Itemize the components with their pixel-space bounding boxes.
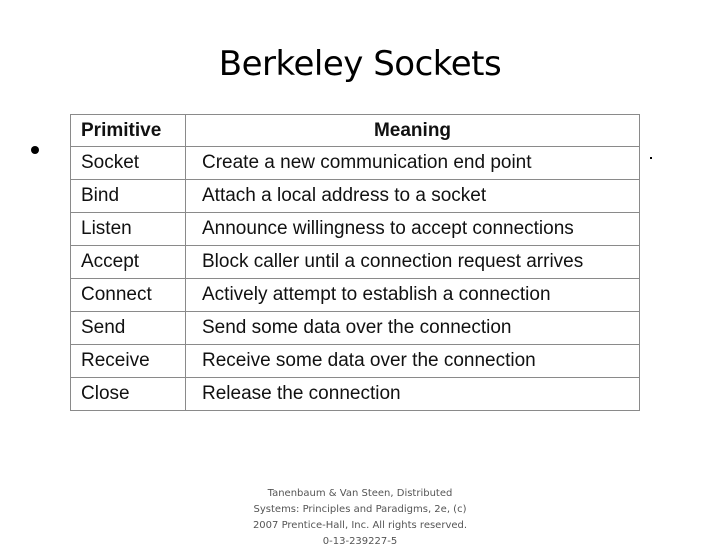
meaning-cell: Attach a local address to a socket	[186, 180, 640, 213]
meaning-cell: Create a new communication end point	[186, 147, 640, 180]
primitive-cell: Bind	[71, 180, 186, 213]
primitive-cell: Receive	[71, 345, 186, 378]
table-row	[71, 378, 640, 411]
footer-line: Tanenbaum & Van Steen, Distributed	[267, 488, 453, 499]
meaning-cell: Send some data over the connection	[186, 312, 640, 345]
meaning-cell: Block caller until a connection request arrives	[186, 246, 640, 279]
meaning-cell: Receive some data over the connection	[186, 345, 640, 378]
footer-line: Systems: Principles and Paradigms, 2e, (c)	[253, 504, 467, 515]
bullet-icon	[31, 146, 39, 154]
footer-line: 0-13-239227-5	[322, 536, 398, 547]
primitive-cell: Listen	[71, 213, 186, 246]
primitives-table	[70, 114, 640, 411]
stray-period	[650, 157, 652, 159]
primitive-cell: Socket	[71, 147, 186, 180]
primitive-cell: Accept	[71, 246, 186, 279]
table-row	[71, 345, 640, 378]
primitive-cell: Connect	[71, 279, 186, 312]
meaning-cell: Announce willingness to accept connections	[186, 213, 640, 246]
header-meaning: Meaning	[186, 115, 640, 147]
primitive-cell: Close	[71, 378, 186, 411]
table-row	[71, 147, 640, 180]
primitive-cell: Send	[71, 312, 186, 345]
table-row	[71, 213, 640, 246]
table-row	[71, 180, 640, 213]
table-row	[71, 312, 640, 345]
meaning-cell: Release the connection	[186, 378, 640, 411]
table-row	[71, 279, 640, 312]
meaning-cell: Actively attempt to establish a connection	[186, 279, 640, 312]
header-primitive: Primitive	[71, 115, 186, 147]
slide-title: Berkeley Sockets	[218, 44, 502, 84]
table-row	[71, 246, 640, 279]
footer-line: 2007 Prentice-Hall, Inc. All rights reserved.	[252, 520, 468, 531]
table-header-row	[71, 115, 640, 147]
copyright-footer	[240, 486, 480, 550]
